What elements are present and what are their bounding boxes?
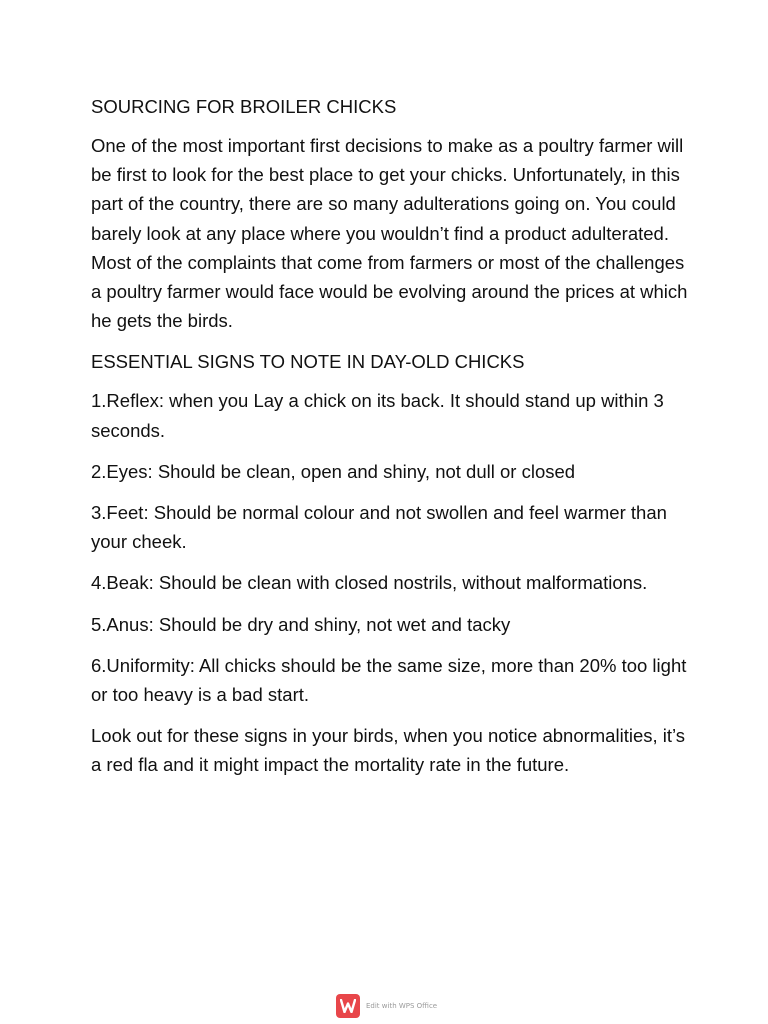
sign-reflex: 1.Reflex: when you Lay a chick on its back. It should stand up within 3 seconds. [91, 390, 664, 441]
watermark-text: Edit with WPS Office [366, 1002, 438, 1010]
sign-beak: 4.Beak: Should be clean with closed nostrils, without malformations. [91, 572, 648, 594]
sign-feet: 3.Feet: Should be normal colour and not swollen and feel warmer than your cheek. [91, 502, 667, 553]
sign-eyes: 2.Eyes: Should be clean, open and shiny, not dull or closed [91, 460, 576, 482]
wps-watermark [336, 994, 437, 1018]
section-heading-essential-signs: ESSENTIAL SIGNS TO NOTE IN DAY-OLD CHICKS [91, 351, 525, 373]
intro-paragraph: One of the most important first decisions to make as a poultry farmer will be first to look for the best place to get your chicks. Unfortunately, in this part of the country, there are so many adulterations going on. You could barely look at any place where you wouldn’t find a product adulterated. Most of the complaints that come from farmers or most of the challenges a poultry farmer would face would be evolving around the prices at which he gets the birds. [91, 135, 688, 332]
document-page [91, 92, 691, 792]
sign-uniformity: 6.Uniformity: All chicks should be the same size, more than 20% too light or too heavy is a bad start. [91, 654, 687, 706]
section-heading-sourcing: SOURCING FOR BROILER CHICKS [91, 96, 397, 117]
closing-paragraph: Look out for these signs in your birds, when you notice abnormalities, it’s a red fla and it might impact the mortality rate in the future. [91, 725, 686, 776]
sign-anus: 5.Anus: Should be dry and shiny, not wet and tacky [91, 613, 511, 635]
wps-office-icon [336, 994, 360, 1018]
